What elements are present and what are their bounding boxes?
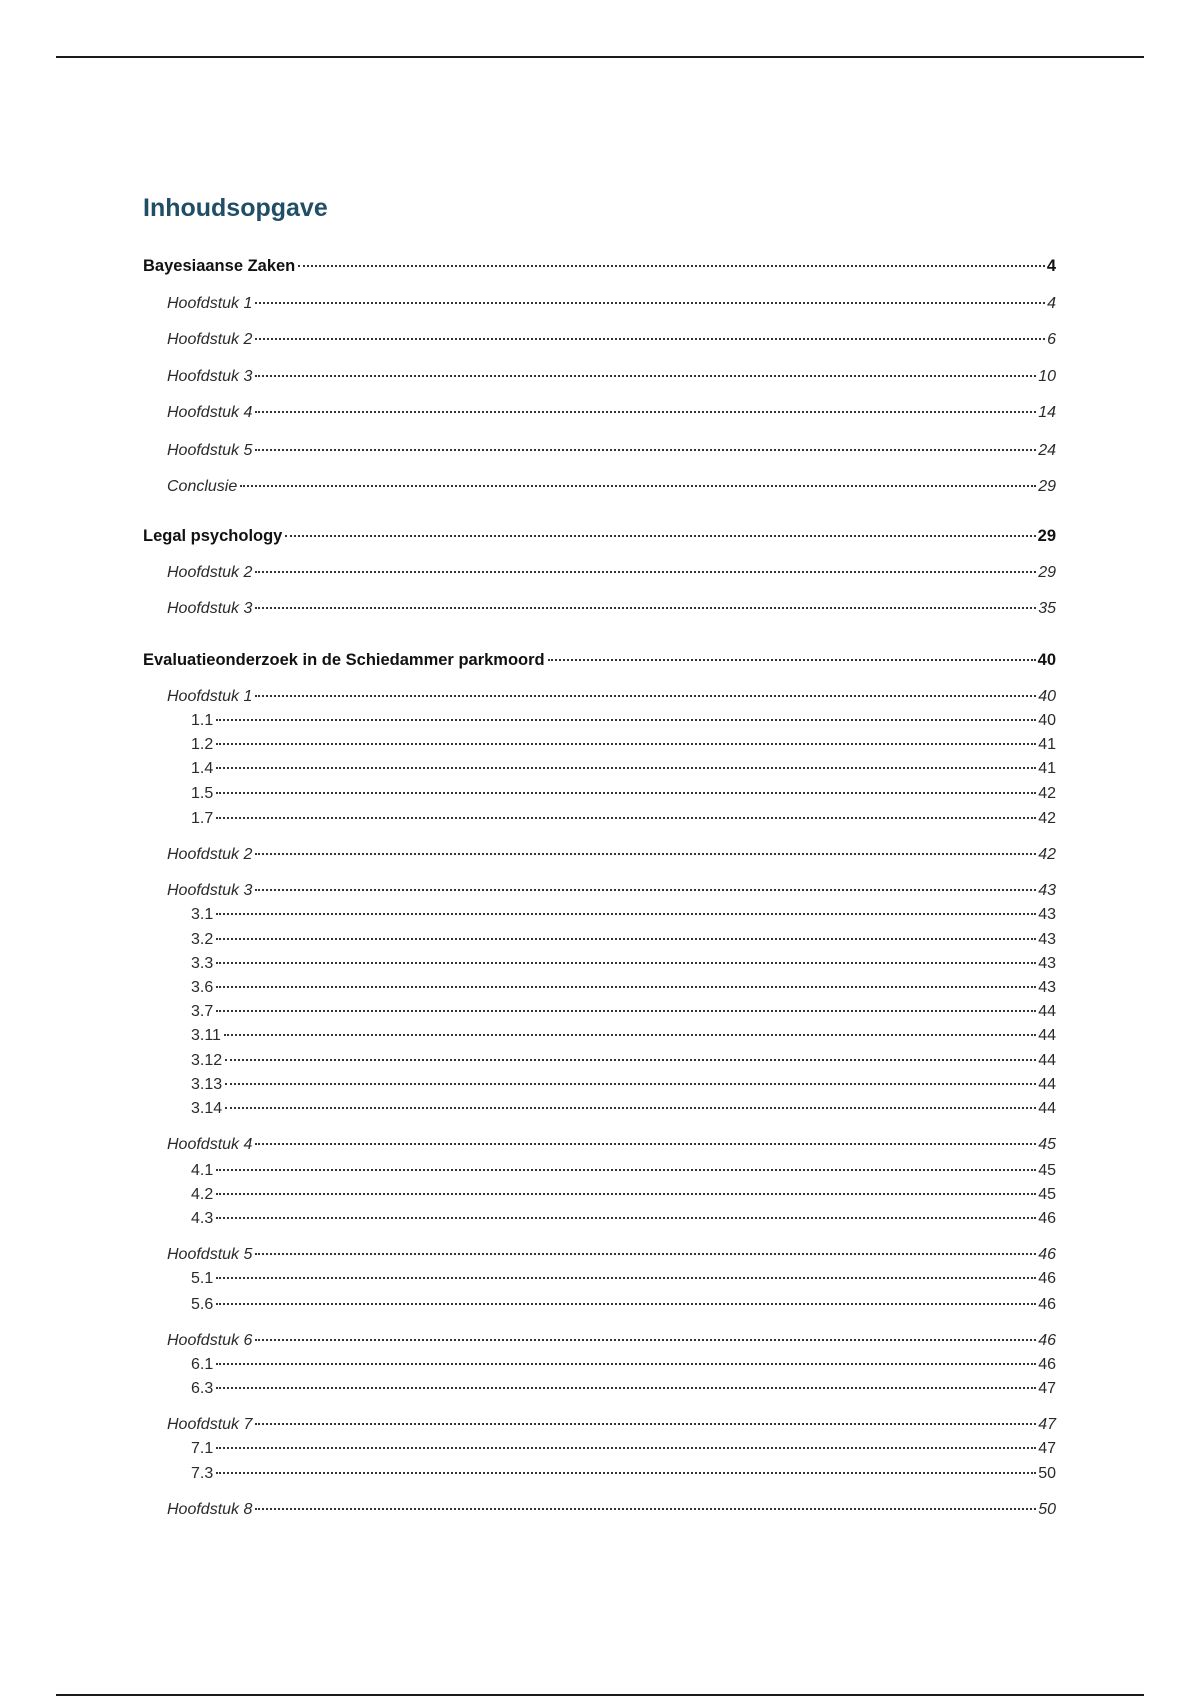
toc-entry-chapter[interactable]	[167, 367, 1056, 387]
toc-dot-leader	[216, 817, 1036, 819]
toc-entry-page-number: 47	[1038, 1380, 1056, 1397]
toc-entry-page-number: 46	[1038, 1270, 1056, 1287]
toc-entry-label: Hoofdstuk 1	[167, 295, 253, 312]
toc-entry-page-number: 46	[1038, 1210, 1056, 1227]
toc-dot-leader	[216, 1193, 1036, 1195]
toc-entry-page-number: 46	[1038, 1332, 1056, 1349]
toc-dot-leader	[255, 695, 1036, 697]
toc-entry-chapter[interactable]	[167, 441, 1056, 461]
toc-entry-page-number: 43	[1038, 931, 1056, 948]
toc-dot-leader	[255, 338, 1045, 340]
toc-entry-label: Hoofdstuk 2	[167, 846, 253, 863]
toc-entry-label: 3.1	[191, 906, 214, 923]
toc-entry-label: 3.7	[191, 1003, 214, 1020]
toc-dot-leader	[255, 1508, 1036, 1510]
toc-entry-chapter[interactable]	[167, 1245, 1056, 1265]
toc-entry-page-number: 44	[1038, 1076, 1056, 1093]
toc-entry-section[interactable]	[191, 978, 1056, 998]
toc-dot-leader	[216, 792, 1036, 794]
toc-entry-label: 1.7	[191, 810, 214, 827]
toc-entry-page-number: 43	[1038, 979, 1056, 996]
toc-entry-page-number: 43	[1038, 882, 1056, 899]
toc-entry-page-number: 43	[1038, 955, 1056, 972]
toc-entry-page-number: 46	[1038, 1246, 1056, 1263]
toc-entry-page-number: 44	[1038, 1003, 1056, 1020]
toc-entry-section[interactable]	[191, 954, 1056, 974]
toc-entry-label: Hoofdstuk 7	[167, 1416, 253, 1433]
toc-entry-page-number: 42	[1038, 846, 1056, 863]
toc-entry-page-number: 40	[1037, 651, 1056, 669]
toc-entry-section[interactable]	[191, 759, 1056, 779]
toc-entry-label: 5.1	[191, 1270, 214, 1287]
toc-entry-chapter[interactable]	[167, 1331, 1056, 1351]
toc-dot-leader	[216, 1217, 1036, 1219]
toc-entry-section[interactable]	[191, 711, 1056, 731]
toc-entry-page-number: 4	[1047, 295, 1056, 312]
toc-entry-chapter[interactable]	[167, 845, 1056, 865]
toc-entry-label: Hoofdstuk 8	[167, 1501, 253, 1518]
toc-entry-label: Hoofdstuk 3	[167, 882, 253, 899]
toc-entry-label: Bayesiaanse Zaken	[143, 257, 296, 275]
toc-entry-page-number: 43	[1038, 906, 1056, 923]
toc-entry-page-number: 29	[1037, 527, 1056, 545]
toc-dot-leader	[255, 302, 1045, 304]
toc-entry-part[interactable]	[143, 526, 1056, 546]
toc-entry-page-number: 35	[1038, 600, 1056, 617]
toc-entry-page-number: 10	[1038, 368, 1056, 385]
toc-entry-page-number: 45	[1038, 1162, 1056, 1179]
toc-entry-page-number: 44	[1038, 1027, 1056, 1044]
toc-entry-section[interactable]	[191, 1269, 1056, 1289]
toc-dot-leader	[216, 719, 1036, 721]
toc-entry-page-number: 24	[1038, 442, 1056, 459]
toc-dot-leader	[224, 1034, 1036, 1036]
toc-entry-chapter[interactable]	[167, 1135, 1056, 1155]
toc-entry-page-number: 4	[1046, 257, 1056, 275]
footer-rule	[56, 1694, 1144, 1696]
toc-entry-label: 3.14	[191, 1100, 223, 1117]
toc-entry-label: Hoofdstuk 3	[167, 368, 253, 385]
toc-dot-leader	[216, 986, 1036, 988]
toc-entry-label: 3.6	[191, 979, 214, 996]
toc-entry-page-number: 46	[1038, 1356, 1056, 1373]
toc-entry-section[interactable]	[191, 1295, 1056, 1315]
toc-entry-section[interactable]	[191, 1026, 1056, 1046]
toc-dot-leader	[298, 265, 1045, 267]
toc-entry-section[interactable]	[191, 784, 1056, 804]
toc-entry-section[interactable]	[191, 1379, 1056, 1399]
toc-entry-section[interactable]	[191, 930, 1056, 950]
toc-entry-label: 3.11	[191, 1027, 221, 1044]
toc-entry-label: 7.3	[191, 1465, 214, 1482]
toc-dot-leader	[225, 1107, 1036, 1109]
toc-dot-leader	[216, 1472, 1036, 1474]
toc-entry-label: 7.1	[191, 1440, 214, 1457]
toc-entry-page-number: 44	[1038, 1100, 1056, 1117]
toc-dot-leader	[255, 1423, 1036, 1425]
toc-entry-page-number: 47	[1038, 1416, 1056, 1433]
toc-dot-leader	[216, 1169, 1036, 1171]
toc-entry-label: Hoofdstuk 5	[167, 442, 253, 459]
toc-entry-part[interactable]	[143, 650, 1056, 670]
toc-entry-section[interactable]	[191, 905, 1056, 925]
toc-entry-part[interactable]	[143, 256, 1056, 276]
toc-entry-page-number: 6	[1047, 331, 1056, 348]
toc-entry-label: 3.3	[191, 955, 214, 972]
toc-dot-leader	[240, 485, 1036, 487]
toc-entry-chapter[interactable]	[167, 563, 1056, 583]
toc-entry-label: 5.6	[191, 1296, 214, 1313]
toc-entry-page-number: 45	[1038, 1186, 1056, 1203]
toc-entry-label: Hoofdstuk 2	[167, 331, 253, 348]
toc-dot-leader	[216, 1387, 1036, 1389]
toc-entry-label: 6.3	[191, 1380, 214, 1397]
toc-entry-section[interactable]	[191, 1355, 1056, 1375]
toc-entry-label: 1.1	[191, 712, 214, 729]
toc-dot-leader	[255, 1339, 1036, 1341]
toc-entry-label: 1.4	[191, 760, 214, 777]
toc-entry-label: Evaluatieonderzoek in de Schiedammer parkmoord	[143, 651, 545, 669]
toc-dot-leader	[216, 1277, 1036, 1279]
toc-entry-chapter[interactable]	[167, 477, 1056, 497]
toc-entry-label: Legal psychology	[143, 527, 283, 545]
toc-entry-chapter[interactable]	[167, 1415, 1056, 1435]
toc-entry-label: Hoofdstuk 4	[167, 1136, 253, 1153]
toc-entry-section[interactable]	[191, 1075, 1056, 1095]
toc-entry-page-number: 47	[1038, 1440, 1056, 1457]
toc-entry-page-number: 42	[1038, 810, 1056, 827]
toc-entry-label: 1.5	[191, 785, 214, 802]
toc-entry-page-number: 45	[1038, 1136, 1056, 1153]
toc-entry-label: Hoofdstuk 1	[167, 688, 253, 705]
toc-entry-label: 4.2	[191, 1186, 214, 1203]
toc-entry-page-number: 50	[1038, 1501, 1056, 1518]
toc-entry-chapter[interactable]	[167, 330, 1056, 350]
toc-dot-leader	[225, 1059, 1036, 1061]
toc-entry-label: 4.1	[191, 1162, 214, 1179]
toc-dot-leader	[255, 607, 1036, 609]
toc-dot-leader	[255, 375, 1036, 377]
toc-entry-page-number: 40	[1038, 688, 1056, 705]
toc-entry-chapter[interactable]	[167, 599, 1056, 619]
toc-entry-label: 3.2	[191, 931, 214, 948]
toc-entry-page-number: 41	[1038, 736, 1056, 753]
toc-dot-leader	[255, 571, 1036, 573]
toc-entry-label: Hoofdstuk 6	[167, 1332, 253, 1349]
toc-dot-leader	[255, 411, 1036, 413]
toc-entry-page-number: 14	[1038, 404, 1056, 421]
toc-dot-leader	[255, 853, 1036, 855]
toc-entry-label: Hoofdstuk 3	[167, 600, 253, 617]
toc-dot-leader	[216, 962, 1036, 964]
toc-entry-label: 4.3	[191, 1210, 214, 1227]
toc-dot-leader	[216, 743, 1036, 745]
toc-entry-page-number: 41	[1038, 760, 1056, 777]
toc-entry-page-number: 40	[1038, 712, 1056, 729]
toc-entry-page-number: 29	[1038, 564, 1056, 581]
toc-entry-section[interactable]	[191, 735, 1056, 755]
toc-entry-chapter[interactable]	[167, 687, 1056, 707]
toc-dot-leader	[285, 535, 1035, 537]
toc-entry-section[interactable]	[191, 1099, 1056, 1119]
toc-entry-chapter[interactable]	[167, 403, 1056, 423]
toc-entry-section[interactable]	[191, 809, 1056, 829]
toc-entry-label: Conclusie	[167, 478, 238, 495]
toc-entry-label: 1.2	[191, 736, 214, 753]
toc-dot-leader	[216, 938, 1036, 940]
toc-dot-leader	[216, 767, 1036, 769]
toc-dot-leader	[255, 449, 1036, 451]
toc-dot-leader	[255, 1143, 1036, 1145]
toc-dot-leader	[216, 1010, 1036, 1012]
toc-entry-label: Hoofdstuk 5	[167, 1246, 253, 1263]
toc-entry-page-number: 44	[1038, 1052, 1056, 1069]
toc-entry-page-number: 50	[1038, 1465, 1056, 1482]
toc-entry-page-number: 29	[1038, 478, 1056, 495]
toc-dot-leader	[216, 1303, 1036, 1305]
toc-entry-section[interactable]	[191, 1161, 1056, 1181]
toc-entry-label: 6.1	[191, 1356, 214, 1373]
toc-entry-label: Hoofdstuk 2	[167, 564, 253, 581]
toc-entry-chapter[interactable]	[167, 881, 1056, 901]
toc-entry-label: 3.12	[191, 1052, 223, 1069]
toc-entry-chapter[interactable]	[167, 294, 1056, 314]
toc-dot-leader	[255, 889, 1036, 891]
toc-entry-label: Hoofdstuk 4	[167, 404, 253, 421]
toc-entry-chapter[interactable]	[167, 1500, 1056, 1520]
page-title: Inhoudsopgave	[143, 194, 328, 222]
toc-entry-section[interactable]	[191, 1002, 1056, 1022]
toc-entry-section[interactable]	[191, 1051, 1056, 1071]
toc-entry-section[interactable]	[191, 1209, 1056, 1229]
toc-entry-section[interactable]	[191, 1185, 1056, 1205]
toc-dot-leader	[548, 659, 1036, 661]
toc-dot-leader	[255, 1253, 1036, 1255]
toc-entry-section[interactable]	[191, 1464, 1056, 1484]
toc-dot-leader	[216, 1363, 1036, 1365]
toc-dot-leader	[225, 1083, 1036, 1085]
toc-dot-leader	[216, 913, 1036, 915]
toc-entry-label: 3.13	[191, 1076, 223, 1093]
toc-entry-section[interactable]	[191, 1439, 1056, 1459]
toc-dot-leader	[216, 1447, 1036, 1449]
toc-entry-page-number: 46	[1038, 1296, 1056, 1313]
toc-entry-page-number: 42	[1038, 785, 1056, 802]
